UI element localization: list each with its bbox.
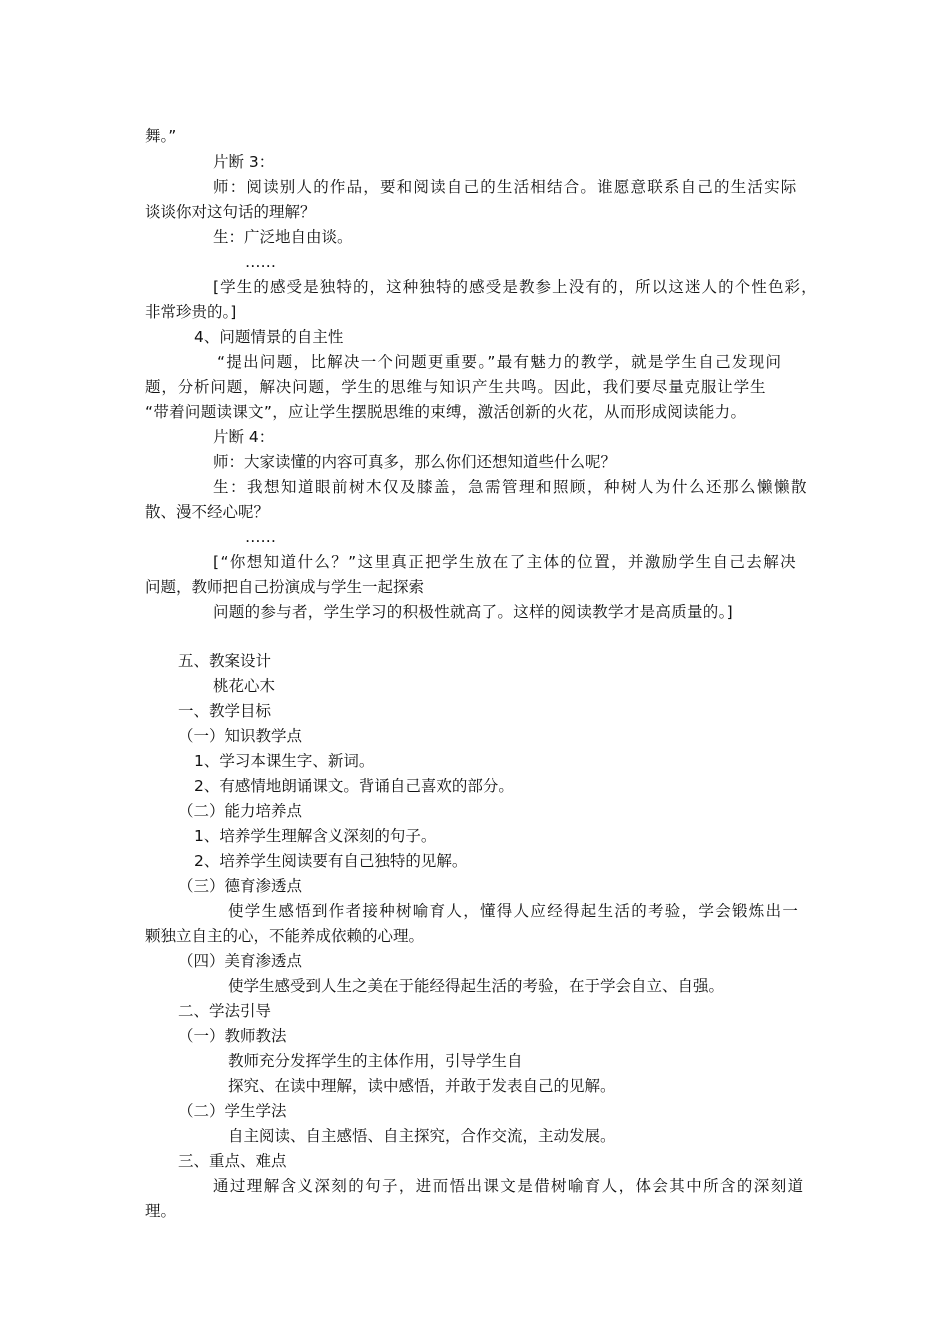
text-line: （一）教师教法 [178,1027,287,1045]
text-line: “提出问题，比解决一个问题更重要。”最有魅力的教学，就是学生自己发现问 [217,353,783,371]
text-line: 问题的参与者，学生学习的积极性就高了。这样的阅读教学才是高质量的。] [213,603,733,621]
text-line: 桃花心木 [213,677,276,695]
text-line: 使学生感受到人生之美在于能经得起生活的考验，在于学会自立、自强。 [228,977,725,995]
text-line: 散、漫不经心呢？ [145,503,270,521]
text-line: 师：阅读别人的作品，要和阅读自己的生活相结合。谁愿意联系自己的生活实际 [213,178,798,196]
text-line: 探究、在读中理解，读中感悟，并敢于发表自己的见解。 [228,1077,616,1095]
text-line: 使学生感悟到作者接种树喻育人，懂得人应经得起生活的考验，学会锻炼出一 [228,902,800,920]
text-line: [“你想知道什么？”这里真正把学生放在了主体的位置，并激励学生自己去解决 [213,553,798,571]
text-line: 1、培养学生理解含义深刻的句子。 [194,827,437,845]
text-line: 片断 4： [213,428,275,446]
text-line: 一、教学目标 [178,702,272,720]
text-line: 4、问题情景的自主性 [194,328,344,346]
text-line: 通过理解含义深刻的句子，进而悟出课文是借树喻育人，体会其中所含的深刻道 [213,1177,805,1195]
text-line: “带着问题读课文”，应让学生摆脱思维的束缚，激活创新的火花，从而形成阅读能力。 [145,403,747,421]
text-line: 2、有感情地朗诵课文。背诵自己喜欢的部分。 [194,777,514,795]
text-line: 三、重点、难点 [178,1152,287,1170]
text-line: 谈谈你对这句话的理解？ [145,203,316,221]
text-line: 教师充分发挥学生的主体作用，引导学生自 [228,1052,523,1070]
text-line: 自主阅读、自主感悟、自主探究，合作交流，主动发展。 [228,1127,616,1145]
text-line: 题，分析问题，解决问题，学生的思维与知识产生共鸣。因此，我们要尽量克服让学生 [145,378,767,396]
text-line: 二、学法引导 [178,1002,272,1020]
text-line: 问题，教师把自己扮演成与学生一起探索 [145,578,425,596]
text-line: （二）能力培养点 [178,802,303,820]
text-line: （四）美育渗透点 [178,952,303,970]
text-line: …… [245,528,276,546]
text-line: [学生的感受是独特的，这种独特的感受是教参上没有的，所以这迷人的个性色彩， [213,278,818,296]
text-line: 颗独立自主的心，不能养成依赖的心理。 [145,927,425,945]
text-line: （一）知识教学点 [178,727,303,745]
text-line: 舞。” [145,127,177,145]
text-line: （二）学生学法 [178,1102,287,1120]
text-line: （三）德育渗透点 [178,877,303,895]
text-line: 理。 [145,1202,177,1220]
text-line: 1、学习本课生字、新词。 [194,752,375,770]
text-line: 片断 3： [213,153,275,171]
text-line: …… [245,253,276,271]
text-line: 生：我想知道眼前树木仅及膝盖，急需管理和照顾，种树人为什么还那么懒懒散 [213,478,809,496]
text-line: 五、教案设计 [178,652,272,670]
text-line: 非常珍贵的。] [145,303,237,321]
text-line: 2、培养学生阅读要有自己独特的见解。 [194,852,468,870]
text-line: 生：广泛地自由谈。 [213,228,353,246]
text-line: 师：大家读懂的内容可真多，那么你们还想知道些什么呢？ [213,453,617,471]
